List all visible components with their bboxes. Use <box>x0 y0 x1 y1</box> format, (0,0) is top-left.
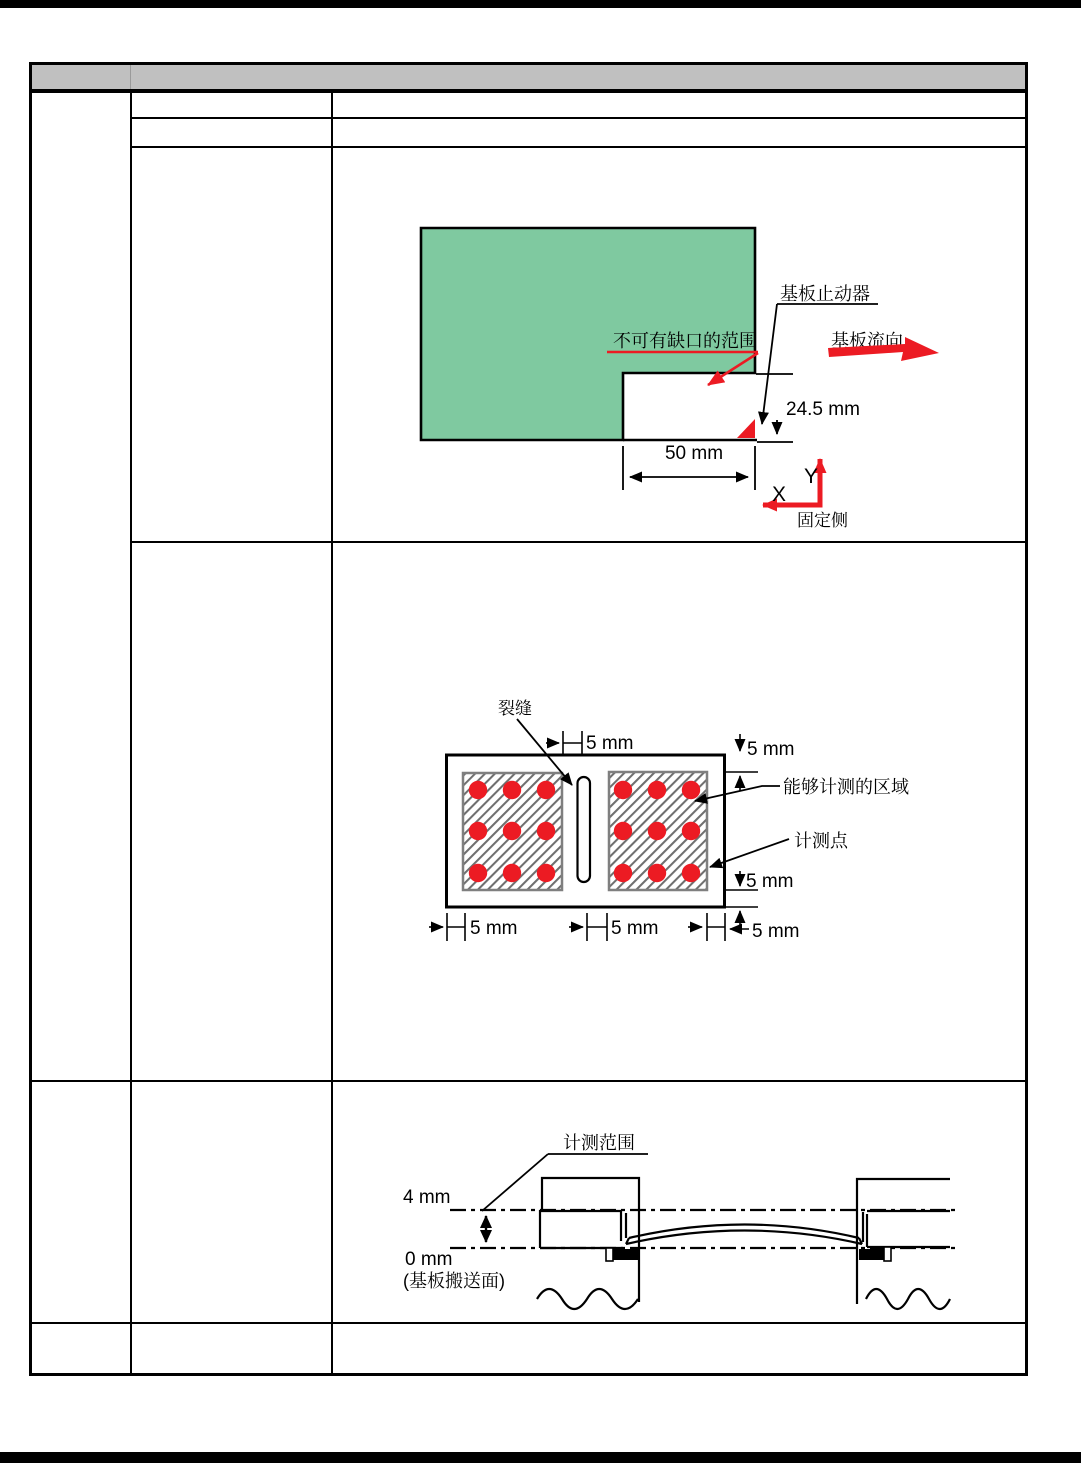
warpage-diagram <box>360 1100 1030 1315</box>
row-line-4 <box>32 1080 1025 1082</box>
label-transport-surface: (基板搬送面) <box>403 1271 505 1291</box>
label-board-stopper: 基板止动器 <box>780 284 870 304</box>
label-dim-tr: 5 mm <box>747 739 795 760</box>
right-clamp <box>859 1249 884 1260</box>
top-bar <box>0 0 1081 8</box>
label-axis-y: Y <box>804 465 819 488</box>
stopper-leader <box>762 304 777 424</box>
left-break-wave <box>537 1289 638 1309</box>
right-notch <box>884 1247 891 1261</box>
label-dim-brh: 5 mm <box>752 921 800 942</box>
label-lower-limit: 0 mm <box>405 1249 453 1270</box>
label-measure-range: 计测范围 <box>563 1133 635 1153</box>
left-notch <box>606 1248 613 1261</box>
dim-bottom-left <box>429 913 465 941</box>
label-crack: 裂缝 <box>498 699 532 718</box>
label-notch-width: 50 mm <box>664 443 724 464</box>
label-dim-br: 5 mm <box>746 871 794 892</box>
label-axis-x: X <box>772 483 787 506</box>
label-dim-top: 5 mm <box>586 733 634 754</box>
row-line-1 <box>131 117 1025 119</box>
measure-range-leader <box>482 1154 548 1211</box>
label-dim-bl: 5 mm <box>470 918 518 939</box>
dim-bottom-mid <box>569 913 607 941</box>
board-outline-diagram <box>340 190 1030 540</box>
row-line-5 <box>32 1322 1025 1324</box>
right-break-wave <box>866 1289 950 1309</box>
right-rail <box>857 1179 950 1309</box>
label-measurable-area: 能够计测的区域 <box>783 777 909 797</box>
left-clamp <box>613 1249 639 1260</box>
measure-points-diagram <box>400 690 1030 955</box>
label-board-flow: 基板流向 <box>831 331 903 351</box>
bottom-bar <box>0 1452 1081 1463</box>
col-divider-left <box>130 93 132 1374</box>
table-header-row <box>32 65 1025 93</box>
label-dim-bm: 5 mm <box>611 918 659 939</box>
label-no-notch-zone: 不可有缺口的范围 <box>613 331 757 351</box>
label-measure-point: 计测点 <box>794 831 848 851</box>
label-fixed-side: 固定侧 <box>797 511 848 530</box>
col-divider-mid <box>331 93 333 1374</box>
crack-slit <box>578 777 591 882</box>
label-notch-height: 24.5 mm <box>786 399 860 420</box>
row-line-2 <box>131 146 1025 148</box>
bowed-substrate <box>626 1225 862 1245</box>
left-rail <box>537 1178 639 1309</box>
stopper-triangle <box>737 419 755 438</box>
label-upper-limit: 4 mm <box>403 1187 451 1208</box>
header-cell-divider <box>130 65 131 89</box>
row-line-3 <box>131 541 1025 543</box>
